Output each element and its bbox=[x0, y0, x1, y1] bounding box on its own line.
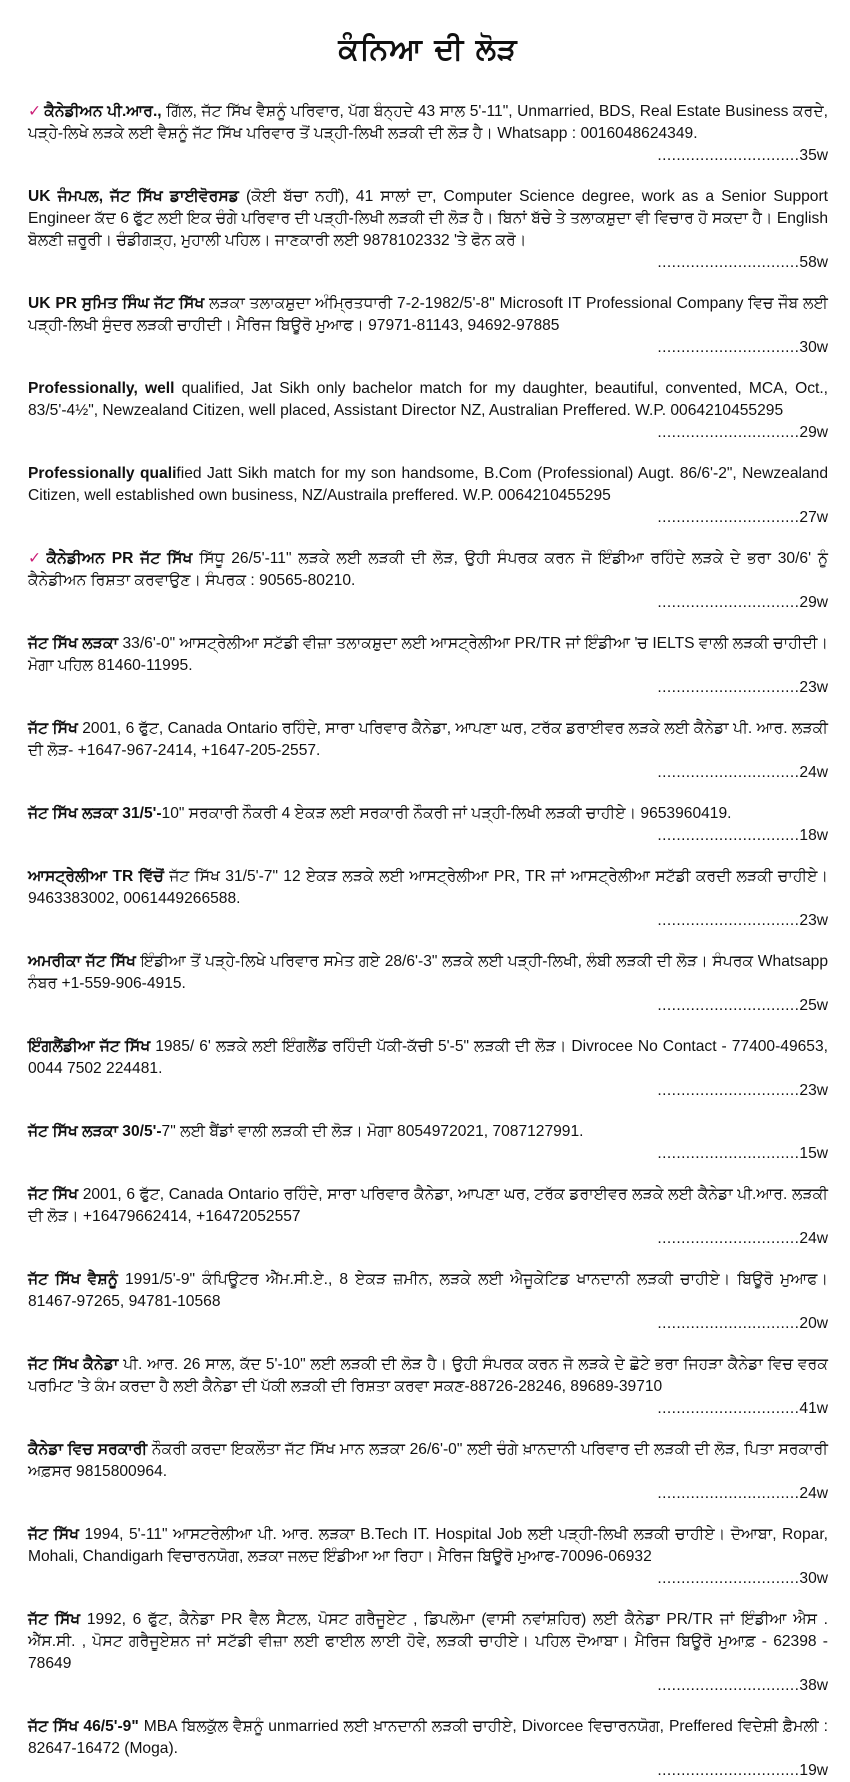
ad-lead: UK PR ਸੁਮਿਤ ਸਿੰਘ ਜੱਟ ਸਿੱਖ bbox=[28, 295, 205, 312]
leader-dots: .............................. bbox=[657, 254, 800, 271]
classified-ad bbox=[28, 1439, 828, 1505]
ad-lead: ਜੱਟ ਸਿੱਖ bbox=[28, 720, 78, 737]
classified-ad bbox=[28, 718, 828, 784]
ad-text: ਲੜਕਾ ਤਲਾਕਸ਼ੁਦਾ ਅੰਮ੍ਰਿਤਧਾਰੀ 7-2-1982/5'-8" Microsoft IT Professional Company ਵਿਚ ਜੌਬ ਲਈ ਪੜ੍ਹੀ-ਲਿਖੀ ਸੁੰਦਰ ਲੜਕੀ ਚਾਹੀਦੀ। ਮੈਰਿਜ ਬਿਊਰੋ ਮੁਆਫ। 97971-81143, 94692-97885 bbox=[28, 295, 828, 334]
ad-rate-line bbox=[28, 1228, 828, 1250]
leader-dots: .............................. bbox=[657, 1400, 800, 1417]
classified-ad bbox=[28, 293, 828, 359]
leader-dots: .............................. bbox=[657, 1677, 800, 1694]
ad-rate-line bbox=[28, 1143, 828, 1165]
classified-ad bbox=[28, 1524, 828, 1590]
classified-ad bbox=[28, 1716, 828, 1782]
ad-lead: ਜੱਟ ਸਿੱਖ ਵੈਸ਼ਨੂੰ bbox=[28, 1271, 118, 1288]
classified-ad bbox=[28, 378, 828, 444]
classified-ad bbox=[28, 951, 828, 1017]
ad-lead: ਜੱਟ ਸਿੱਖ ਕੈਨੇਡਾ bbox=[28, 1356, 119, 1373]
ad-rate-line bbox=[28, 422, 828, 444]
ad-rate: 24w bbox=[799, 1230, 828, 1247]
ad-rate: 23w bbox=[799, 912, 828, 929]
ad-rate-line bbox=[28, 1675, 828, 1697]
checkmark-icon: ✓ bbox=[28, 103, 42, 120]
ad-rate-line bbox=[28, 1313, 828, 1335]
ad-text: MBA ਬਿਲਕੁੱਲ ਵੈਸ਼ਨੂੰ unmarried ਲਈ ਖ਼ਾਨਦਾਨੀ ਲੜਕੀ ਚਾਹੀਏ, Divorcee ਵਿਚਾਰਨਯੋਗ, Preffered ਵਿਦੇਸ਼ੀ ਫ਼ੈਮਲੀ : 82647-16472 (Moga). bbox=[28, 1718, 828, 1757]
ad-rate: 41w bbox=[799, 1400, 828, 1417]
ad-rate: 38w bbox=[799, 1677, 828, 1694]
ad-rate: 20w bbox=[799, 1315, 828, 1332]
classified-ad bbox=[28, 1269, 828, 1335]
ad-text: ਗਿੱਲ, ਜੱਟ ਸਿੱਖ ਵੈਸ਼ਨੂੰ ਪਰਿਵਾਰ, ਪੱਗ ਬੰਨ੍ਹਦੇ 43 ਸਾਲ 5'-11", Unmarried, BDS, Real Estate Business ਕਰਦੇ, ਪੜ੍ਹੇ-ਲਿਖੇ ਲੜਕੇ ਲਈ ਵੈਸ਼ਨੂੰ ਜੱਟ ਸਿੱਖ ਪਰਿਵਾਰ ਤੋਂ ਪੜ੍ਹੀ-ਲਿਖੀ ਲੜਕੀ ਦੀ ਲੋੜ ਹੈ। Whatsapp : 0016048624349. bbox=[28, 103, 828, 142]
ad-rate-line bbox=[28, 995, 828, 1017]
classified-ad bbox=[28, 186, 828, 274]
leader-dots: .............................. bbox=[657, 594, 800, 611]
ad-rate: 27w bbox=[799, 509, 828, 526]
ad-text: fied Jatt Sikh match for my son handsome, B.Com (Professional) Augt. 86/6'-2", Newzealand Citizen, well established own business, NZ/Austraila preffered. W.P. 0064210455295 bbox=[28, 465, 828, 504]
ad-rate: 23w bbox=[799, 679, 828, 696]
ad-rate-line bbox=[28, 337, 828, 359]
ad-rate: 23w bbox=[799, 1082, 828, 1099]
ad-rate: 15w bbox=[799, 1145, 828, 1162]
ad-text: ਇੰਡੀਆ ਤੋਂ ਪੜ੍ਹੇ-ਲਿਖੇ ਪਰਿਵਾਰ ਸਮੇਤ ਗਏ 28/6'-3" ਲੜਕੇ ਲਈ ਪੜ੍ਹੀ-ਲਿਖੀ, ਲੰਬੀ ਲੜਕੀ ਦੀ ਲੋੜ। ਸੰਪਰਕ Whatsapp ਨੰਬਰ +1-559-906-4915. bbox=[28, 953, 829, 992]
ad-lead: Professionally quali bbox=[28, 465, 177, 482]
ad-text: 2001, 6 ਫੁੱਟ, Canada Ontario ਰਹਿੰਦੇ, ਸਾਰਾ ਪਰਿਵਾਰ ਕੈਨੇਡਾ, ਆਪਣਾ ਘਰ, ਟਰੱਕ ਡਰਾਈਵਰ ਲੜਕੇ ਲਈ ਕੈਨੇਡਾ ਪੀ.ਆਰ. ਲੜਕੀ ਦੀ ਲੋੜ। +16479662414, +16472052557 bbox=[28, 1186, 828, 1225]
ad-rate-line bbox=[28, 1760, 828, 1782]
ad-text: 1985/ 6' ਲੜਕੇ ਲਈ ਇੰਗਲੈਂਡ ਰਹਿੰਦੀ ਪੱਕੀ-ਕੱਚੀ 5'-5" ਲੜਕੀ ਦੀ ਲੋੜ। Divrocee No Contact - 77400-49653, 0044 7502 224481. bbox=[28, 1038, 828, 1077]
ad-rate: 30w bbox=[799, 339, 828, 356]
ad-text: ਜੱਟ ਸਿੱਖ 31/5'-7" 12 ਏਕੜ ਲੜਕੇ ਲਈ ਆਸਟ੍ਰੇਲੀਆ PR, TR ਜਾਂ ਆਸਟ੍ਰੇਲੀਆ ਸਟੱਡੀ ਕਰਦੀ ਲੜਕੀ ਚਾਹੀਏ। 9463383002, 0061449266588. bbox=[28, 868, 829, 907]
ad-lead: ਕੈਨੇਡਾ ਵਿਚ ਸਰਕਾਰੀ bbox=[28, 1441, 148, 1458]
ad-rate: 19w bbox=[799, 1762, 828, 1779]
ad-rate: 29w bbox=[799, 424, 828, 441]
ad-lead: ਜੱਟ ਸਿੱਖ bbox=[28, 1611, 81, 1628]
ad-rate: 24w bbox=[799, 764, 828, 781]
ad-text: ਸਿੱਧੂ 26/5'-11" ਲੜਕੇ ਲਈ ਲੜਕੀ ਦੀ ਲੋੜ, ਉਹੀ ਸੰਪਰਕ ਕਰਨ ਜੋ ਇੰਡੀਆ ਰਹਿੰਦੇ ਲੜਕੇ ਦੇ ਭਰਾ 30/6' ਨੂੰ ਕੈਨੇਡੀਅਨ ਰਿਸ਼ਤਾ ਕਰਵਾਉਣ। ਸੰਪਰਕ : 90565-80210. bbox=[28, 550, 828, 589]
ad-rate-line bbox=[28, 507, 828, 529]
ad-rate-line bbox=[28, 677, 828, 699]
ad-text: (ਕੋਈ ਬੱਚਾ ਨਹੀਂ), 41 ਸਾਲਾਂ ਦਾ, Computer Science degree, work as a Senior Support Engineer ਕੱਦ 6 ਫੁੱਟ ਲਈ ਇਕ ਚੰਗੇ ਪਰਿਵਾਰ ਦੀ ਪੜ੍ਹੀ-ਲਿਖੀ ਲੜਕੀ ਦੀ ਲੋੜ ਹੈ। ਬਿਨਾਂ ਬੱਚੇ ਤੇ ਤਲਾਕਸ਼ੁਦਾ ਵੀ ਵਿਚਾਰ ਹੋ ਸਕਦਾ ਹੈ। English ਬੋਲਣੀ ਜ਼ਰੂਰੀ। ਚੰਡੀਗੜ੍ਹ, ਮੁਹਾਲੀ ਪਹਿਲ। ਜਾਣਕਾਰੀ ਲਈ 9878102332 'ਤੇ ਫੋਨ ਕਰੋ। bbox=[28, 188, 829, 249]
leader-dots: .............................. bbox=[657, 1485, 800, 1502]
classified-ad bbox=[28, 463, 828, 529]
ad-lead: Professionally, well bbox=[28, 380, 175, 397]
ad-lead: ਆਸਟ੍ਰੇਲੀਆ TR ਵਿੱਚੋਂ bbox=[28, 868, 164, 885]
classified-ad bbox=[28, 1121, 828, 1165]
leader-dots: .............................. bbox=[657, 339, 800, 356]
ad-rate-line bbox=[28, 1483, 828, 1505]
classified-ad bbox=[28, 1184, 828, 1250]
leader-dots: .............................. bbox=[657, 1082, 800, 1099]
ad-text: 10" ਸਰਕਾਰੀ ਨੌਕਰੀ 4 ਏਕੜ ਲਈ ਸਰਕਾਰੀ ਨੌਕਰੀ ਜਾਂ ਪੜ੍ਹੀ-ਲਿਖੀ ਲੜਕੀ ਚਾਹੀਏ। 9653960419. bbox=[161, 805, 732, 822]
ad-lead: ਅਮਰੀਕਾ ਜੱਟ ਸਿੱਖ bbox=[28, 953, 136, 970]
leader-dots: .............................. bbox=[657, 997, 800, 1014]
ad-rate-line bbox=[28, 910, 828, 932]
ad-lead: ਜੱਟ ਸਿੱਖ 46/5'-9" bbox=[28, 1718, 139, 1735]
classified-ad bbox=[28, 633, 828, 699]
ad-text: 1991/5'-9" ਕੰਪਿਊਟਰ ਐੱਮ.ਸੀ.ਏ., 8 ਏਕੜ ਜ਼ਮੀਨ, ਲੜਕੇ ਲਈ ਐਜੂਕੇਟਿਡ ਖਾਨਦਾਨੀ ਲੜਕੀ ਚਾਹੀਏ। ਬਿਊਰੋ ਮੁਆਫ। 81467-97265, 94781-10568 bbox=[28, 1271, 829, 1310]
ad-lead: UK ਜੰਮਪਲ, ਜੱਟ ਸਿੱਖ ਡਾਈਵੋਰਸਡ bbox=[28, 188, 239, 205]
classified-ad bbox=[28, 548, 828, 614]
ad-rate: 35w bbox=[799, 147, 828, 164]
ad-text: 2001, 6 ਫੁੱਟ, Canada Ontario ਰਹਿੰਦੇ, ਸਾਰਾ ਪਰਿਵਾਰ ਕੈਨੇਡਾ, ਆਪਣਾ ਘਰ, ਟਰੱਕ ਡਰਾਈਵਰ ਲੜਕੇ ਲਈ ਕੈਨੇਡਾ ਪੀ. ਆਰ. ਲੜਕੀ ਦੀ ਲੋੜ- +1647-967-2414, +1647-205-2557. bbox=[28, 720, 828, 759]
leader-dots: .............................. bbox=[657, 1145, 800, 1162]
leader-dots: .............................. bbox=[657, 424, 800, 441]
classified-ad bbox=[28, 803, 828, 847]
classified-ad bbox=[28, 1354, 828, 1420]
ad-rate: 30w bbox=[799, 1570, 828, 1587]
ad-rate: 29w bbox=[799, 594, 828, 611]
ad-text: ਨੌਕਰੀ ਕਰਦਾ ਇਕਲੌਤਾ ਜੱਟ ਸਿੱਖ ਮਾਨ ਲੜਕਾ 26/6'-0" ਲਈ ਚੰਗੇ ਖ਼ਾਨਦਾਨੀ ਪਰਿਵਾਰ ਦੀ ਲੜਕੀ ਦੀ ਲੋੜ, ਪਿਤਾ ਸਰਕਾਰੀ ਅਫ਼ਸਰ 9815800964. bbox=[28, 1441, 828, 1480]
ad-rate-line bbox=[28, 825, 828, 847]
ad-rate-line bbox=[28, 592, 828, 614]
ad-rate: 18w bbox=[799, 827, 828, 844]
ads-list bbox=[28, 101, 828, 1782]
leader-dots: .............................. bbox=[657, 147, 800, 164]
ad-rate-line bbox=[28, 252, 828, 274]
ad-lead: ਜੱਟ ਸਿੱਖ ਲੜਕਾ 31/5'- bbox=[28, 805, 162, 822]
leader-dots: .............................. bbox=[657, 509, 800, 526]
ad-lead: ਜੱਟ ਸਿੱਖ ਲੜਕਾ 30/5'- bbox=[28, 1123, 162, 1140]
leader-dots: .............................. bbox=[657, 827, 800, 844]
ad-text: 7" ਲਈ ਬੈਂਡਾਂ ਵਾਲੀ ਲੜਕੀ ਦੀ ਲੋੜ। ਮੋਗਾ 8054972021, 7087127991. bbox=[161, 1123, 584, 1140]
ad-text: ਪੀ. ਆਰ. 26 ਸਾਲ, ਕੱਦ 5'-10" ਲਈ ਲੜਕੀ ਦੀ ਲੋੜ ਹੈ। ਉਹੀ ਸੰਪਰਕ ਕਰਨ ਜੋ ਲੜਕੇ ਦੇ ਛੋਟੇ ਭਰਾ ਜਿਹੜਾ ਕੈਨੇਡਾ ਵਿਚ ਵਰਕ ਪਰਮਿਟ 'ਤੇ ਕੰਮ ਕਰਦਾ ਹੈ ਲਈ ਕੈਨੇਡਾ ਦੀ ਪੱਕੀ ਲੜਕੀ ਦੀ ਰਿਸ਼ਤਾ ਕਰਵਾ ਸਕਣ-88726-28246, 89689-39710 bbox=[28, 1356, 828, 1395]
ad-lead: ਕੈਨੇਡੀਅਨ ਪੀ.ਆਰ., bbox=[44, 103, 162, 120]
ad-rate-line bbox=[28, 1398, 828, 1420]
ad-rate: 24w bbox=[799, 1485, 828, 1502]
classified-ad bbox=[28, 1609, 828, 1697]
ad-text: qualified, Jat Sikh only bachelor match for my daughter, beautiful, convented, MCA, Oct., 83/5'-4½", Newzealand Citizen, well placed, Assistant Director NZ, Australian Preffered. W.P. 0064210455295 bbox=[28, 380, 828, 419]
leader-dots: .............................. bbox=[657, 1315, 800, 1332]
classified-ad bbox=[28, 101, 828, 167]
leader-dots: .............................. bbox=[657, 1570, 800, 1587]
classified-ad bbox=[28, 1036, 828, 1102]
ad-rate-line bbox=[28, 1568, 828, 1590]
leader-dots: .............................. bbox=[657, 764, 800, 781]
leader-dots: .............................. bbox=[657, 679, 800, 696]
ad-text: 1992, 6 ਫੁੱਟ, ਕੈਨੇਡਾ PR ਵੈਲ ਸੈਟਲ, ਪੋਸਟ ਗਰੈਜੂਏਟ , ਡਿਪਲੋਮਾ (ਵਾਸੀ ਨਵਾਂਸ਼ਹਿਰ) ਲਈ ਕੈਨੇਡਾ PR/TR ਜਾਂ ਇੰਡੀਆ ਐਸ . ਐੱਸ.ਸੀ. , ਪੋਸਟ ਗਰੈਜੂਏਸ਼ਨ ਜਾਂ ਸਟੱਡੀ ਵੀਜ਼ਾ ਲਈ ਫਾਈਲ ਲਾਈ ਹੋਵੇ, ਲੜਕੀ ਚਾਹੀਏ। ਪਹਿਲ ਦੋਆਬਾ। ਮੈਰਿਜ ਬਿਊਰੋ ਮੁਆਫ਼ - 62398 - 78649 bbox=[28, 1611, 829, 1672]
ad-rate: 58w bbox=[799, 254, 828, 271]
ad-lead: ਜੱਟ ਸਿੱਖ ਲੜਕਾ bbox=[28, 635, 119, 652]
ad-lead: ਕੈਨੇਡੀਅਨ PR ਜੱਟ ਸਿੱਖ bbox=[46, 550, 193, 567]
ad-rate: 25w bbox=[799, 997, 828, 1014]
checkmark-icon: ✓ bbox=[28, 550, 44, 567]
ad-lead: ਇੰਗਲੈਂਡੀਆ ਜੱਟ ਸਿੱਖ bbox=[28, 1038, 151, 1055]
leader-dots: .............................. bbox=[657, 1230, 800, 1247]
classified-ad bbox=[28, 866, 828, 932]
ad-lead: ਜੱਟ ਸਿੱਖ bbox=[28, 1526, 79, 1543]
ad-rate-line bbox=[28, 762, 828, 784]
ad-text: 1994, 5'-11" ਆਸਟਰੇਲੀਆ ਪੀ. ਆਰ. ਲੜਕਾ B.Tech IT. Hospital Job ਲਈ ਪੜ੍ਹੀ-ਲਿਖੀ ਲੜਕੀ ਚਾਹੀਏ। ਦੋਆਬਾ, Ropar, Mohali, Chandigarh ਵਿਚਾਰਨਯੋਗ, ਲੜਕਾ ਜਲਦ ਇੰਡੀਆ ਆ ਰਿਹਾ। ਮੈਰਿਜ ਬਿਊਰੋ ਮੁਆਫ-70096-06932 bbox=[28, 1526, 828, 1565]
leader-dots: .............................. bbox=[657, 912, 800, 929]
ad-lead: ਜੱਟ ਸਿੱਖ bbox=[28, 1186, 79, 1203]
page-title: ਕੰਨਿਆ ਦੀ ਲੋੜ bbox=[338, 32, 518, 67]
leader-dots: .............................. bbox=[657, 1762, 800, 1779]
ad-rate-line bbox=[28, 1080, 828, 1102]
ad-text: 33/6'-0" ਆਸਟ੍ਰੇਲੀਆ ਸਟੱਡੀ ਵੀਜ਼ਾ ਤਲਾਕਸ਼ੁਦਾ ਲਈ ਆਸਟ੍ਰੇਲੀਆ PR/TR ਜਾਂ ਇੰਡੀਆ 'ਚ IELTS ਵਾਲੀ ਲੜਕੀ ਚਾਹੀਦੀ। ਮੋਗਾ ਪਹਿਲ 81460-11995. bbox=[28, 635, 828, 674]
ad-rate-line bbox=[28, 145, 828, 167]
